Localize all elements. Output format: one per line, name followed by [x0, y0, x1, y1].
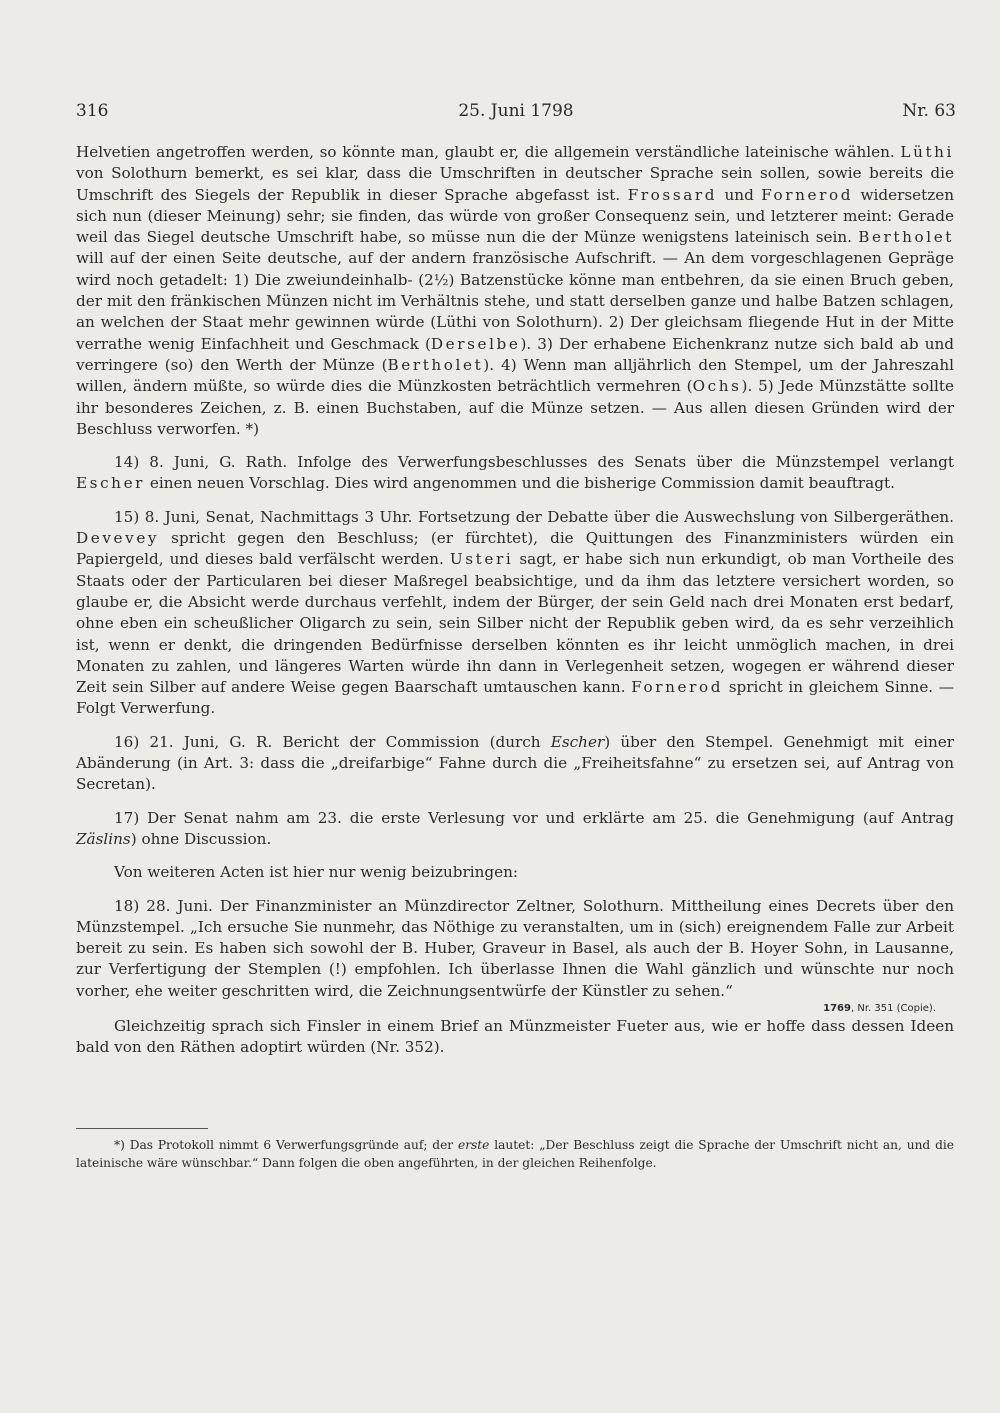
text-run: 14) 8. Juni, G. Rath. Infolge des Verwerfungsbeschlusses des Senats über die Münzstempel verlangt — [114, 453, 954, 472]
text-run: *) Das Protokoll nimmt 6 Verwerfungsgründe auf; der — [114, 1138, 458, 1152]
italic-word: erste — [457, 1138, 490, 1152]
text-run: will auf der einen Seite deutsche, auf der andern französische Aufschrift. — An dem vorgeschlagenen Gepräge wird noch getadelt: 1) Die zweiundeinhalb- (2½) Batzenstücke könne man entbehren, da sie einen Bruch geben, der mit den fränkischen Münzen nicht im Verhältnis stehe, und statt derselben ganze und halbe Batzen schlagen, an welchen der Staat mehr gewinnen würde (Lüthi von Solothurn). 2) Der gleichsam fliegende Hut in der Mitte verrathe wenig Einfachheit und Geschmack ( — [76, 249, 954, 353]
speaker-name: Usteri — [449, 550, 514, 569]
paragraph-further-acts: Von weiteren Acten ist hier nur wenig beizubringen: — [114, 863, 518, 882]
footnote — [76, 1136, 954, 1172]
text-run: und — [717, 185, 762, 204]
speaker-name: Derselbe — [430, 334, 521, 353]
reference-year: 1769 — [823, 1002, 851, 1014]
paragraph-17 — [76, 808, 954, 851]
paragraph-16 — [76, 732, 954, 796]
text-run: spricht gegen den Beschluss; (er fürchtet), die Quittungen des Finanzministers würden ein Papiergeld, und dieses bald verfälscht werden. — [76, 529, 954, 569]
text-run: 16) 21. Juni, G. R. Bericht der Commission (durch — [114, 732, 551, 751]
speaker-name: Fornerod — [631, 678, 724, 697]
speaker-name: Devevey — [76, 529, 160, 548]
italic-name: Zäslins — [76, 829, 131, 848]
main-text — [76, 142, 954, 1059]
text-run: ). 5) Jede Münzstätte sollte ihr besonderes Zeichen, z. B. einen Buchstaben, auf die Münze setzen. — Aus allen diesen Gründen wird der Beschluss verworfen. *) — [76, 377, 954, 438]
page-number: 316 — [76, 101, 109, 121]
speaker-name: Bertholet — [387, 355, 484, 374]
text-run: von Solothurn bemerkt, es sei klar, dass die Umschriften in deutscher Sprache sein sollen, sowie bereits die Umschrift des Siegels der Republik in dieser Sprache abgefasst ist. — [76, 164, 954, 204]
text-run: ). 4) Wenn man alljährlich den Stempel, um der Jahreszahl willen, ändern müßte, so würde dies die Münzkosten beträchtlich vermehren ( — [76, 355, 955, 396]
archive-reference — [76, 1002, 954, 1016]
text-run: Helvetien angetroffen werden, so könnte man, glaubt er, die allgemein verständliche lateinische wählen. — [76, 143, 901, 161]
document-number: Nr. 63 — [902, 101, 956, 121]
text-run: 17) Der Senat nahm am 23. die erste Verlesung vor und erklärte am 25. die Genehmigung (auf Antrag — [114, 808, 954, 827]
text-run: ). 3) Der erhabene Eichenkranz nutze sich bald ab und verringere (so) den Werth der Münze ( — [76, 334, 955, 374]
header-date: 25. Juni 1798 — [458, 101, 574, 121]
text-run: spricht in gleichem Sinne. — Folgt Verwerfung. — [76, 678, 954, 718]
text-run: ) über den Stempel. Genehmigt mit einer Abänderung (in Art. 3: dass die „dreifarbige“ Fahne durch die „Freiheitsfahne“ zu ersetzen sei, auf Antrag von Secretan). — [76, 732, 954, 794]
speaker-name: Lüthi — [900, 143, 954, 161]
paragraph-14 — [76, 452, 954, 495]
footnote-divider — [76, 1128, 208, 1129]
text-run: 15) 8. Juni, Senat, Nachmittags 3 Uhr. Fortsetzung der Debatte über die Auswechslung von Silbergeräthen. — [114, 507, 954, 526]
speaker-name: Escher — [76, 474, 146, 493]
text-run: ) ohne Discussion. — [130, 829, 272, 848]
text-run: lautet: „Der Beschluss zeigt die Sprache der Umschrift nicht an, und die lateinische wäre wünschbar.“ Dann folgen die oben angeführten, in der gleichen Reihenfolge. — [76, 1138, 954, 1170]
text-run: widersetzen sich nun (dieser Meinung) sehr; sie finden, das würde von großer Consequenz sein, und letzterer meint: Gerade weil das Siegel deutsche Umschrift habe, so müsse nun die der Münze wenigstens lateinisch sein. — [76, 185, 954, 247]
reference-detail: , Nr. 351 (Copie). — [850, 1002, 936, 1014]
paragraph-15 — [76, 507, 954, 720]
paragraph-finsler: Gleichzeitig sprach sich Finsler in einem Brief an Münzmeister Fueter aus, wie er hoffe dass dessen Ideen bald von den Räthen adoptirt würden (Nr. 352). — [76, 1016, 954, 1057]
speaker-name: Ochs — [692, 377, 742, 396]
running-header — [76, 101, 956, 127]
speaker-name: Frossard — [627, 185, 718, 204]
speaker-name: Fornerod — [761, 185, 854, 204]
italic-name: Escher — [550, 732, 605, 751]
text-run: sagt, er habe sich nun erkundigt, ob man Vortheile des Staats oder der Particularen bei dieser Maßregel beabsichtige, und da ihm das letztere versichert worden, so glaube er, die Absicht werde durchaus verfehlt, indem der Bürger, der sein Geld nach drei Monaten erst bedarf, ohne eben ein scheußlicher Oligarch zu sein, sein Silber nicht der Republik geben wird, da es sehr verzeihlich ist, wenn er denkt, die dringenden Bedürfnisse derselben könnten es ihr leicht unmöglich machen, in drei Monaten zu zahlen, und längeres Warten würde ihn dann in Verlegenheit setzen, wogegen er während dieser Zeit sein Silber auf andere Weise gegen Baarschaft umtauschen kann. — [76, 550, 954, 697]
text-run: einen neuen Vorschlag. Dies wird angenommen und die bisherige Commission damit beauftragt. — [145, 474, 895, 493]
paragraph-debate-continued — [76, 142, 954, 440]
paragraph-18: 18) 28. Juni. Der Finanzminister an Münzdirector Zeltner, Solothurn. Mittheilung eines Decrets über den Münzstempel. „Ich ersuche Sie nunmehr, das Nöthige zu veranstalten, um in (sich) ereignendem Falle zur Arbeit bereit zu sein. Es haben sich sowohl der B. Huber, Graveur in Basel, als auch der B. Hoyer Sohn, in Lausanne, zur Verfertigung der Stemplen (!) empfohlen. Ich überlasse Ihnen die Wahl gänzlich und wünschte nur noch vorher, ehe weiter geschritten wird, die Zeichnungsentwürfe der Künstler zu sehen.“ — [76, 896, 954, 1000]
speaker-name: Bertholet — [858, 228, 954, 247]
